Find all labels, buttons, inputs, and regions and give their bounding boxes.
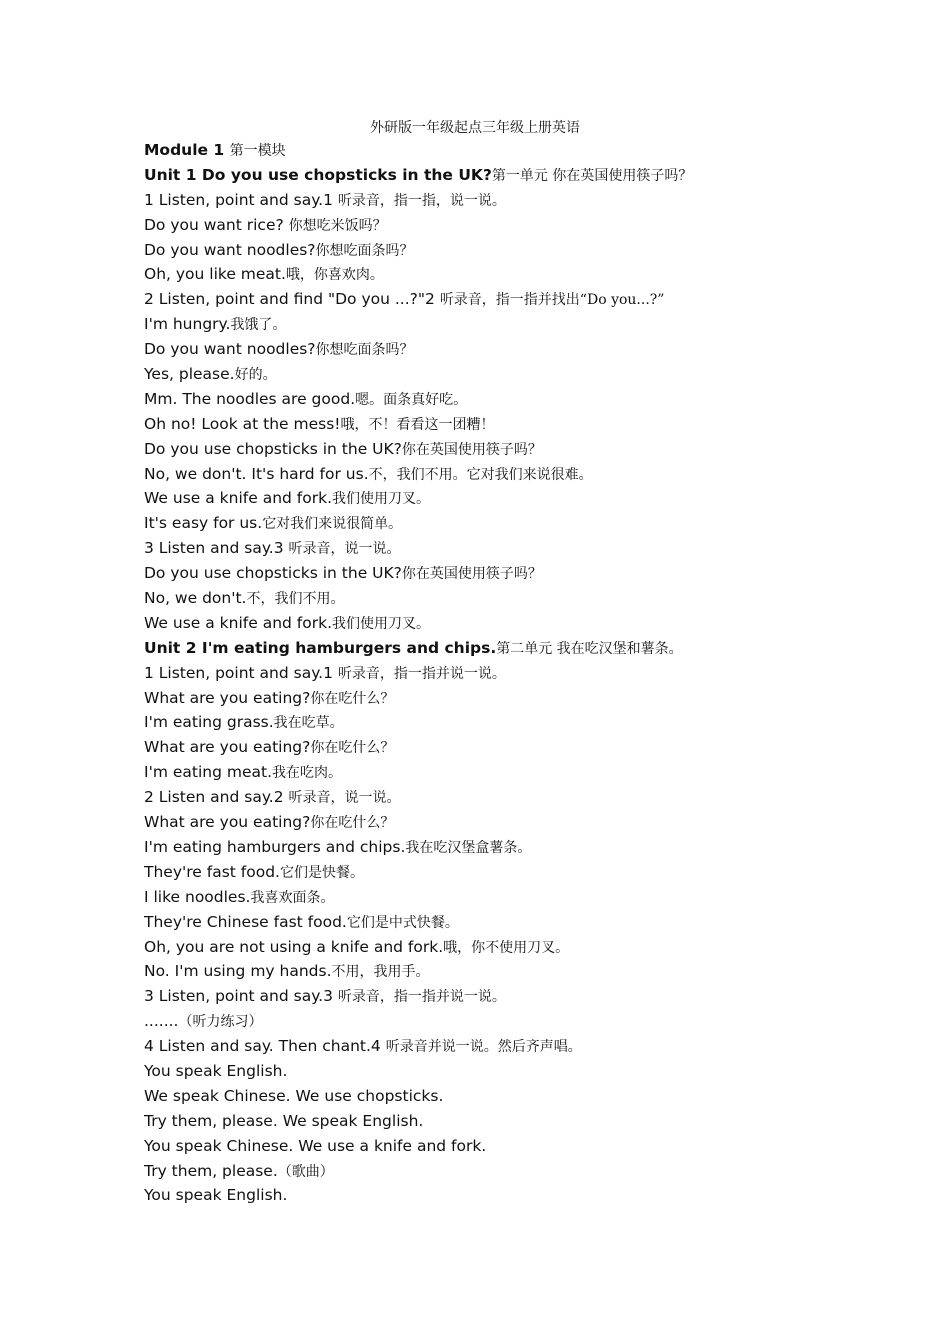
english-text: Mm. The noodles are good. bbox=[144, 389, 356, 408]
english-text: Try them, please. We speak English. bbox=[144, 1111, 424, 1130]
english-text: Do you want noodles? bbox=[144, 340, 316, 359]
chinese-text: 它对我们来说很简单。 bbox=[262, 516, 403, 533]
english-text: No, we don't. It's hard for us. bbox=[144, 464, 369, 483]
english-text: I'm eating grass. bbox=[144, 713, 274, 732]
chinese-text: 不，我们不用。它对我们来说很难。 bbox=[368, 466, 593, 483]
chinese-text: 我喜欢面条。 bbox=[250, 889, 335, 906]
english-text: Oh, you are not using a knife and fork. bbox=[144, 937, 444, 956]
text-line bbox=[144, 935, 924, 960]
english-text: What are you eating? bbox=[144, 813, 311, 832]
chinese-text: 你在英国使用筷子吗？ bbox=[401, 566, 542, 583]
chinese-text: 我们使用刀叉。 bbox=[332, 491, 430, 508]
chinese-text: 听录音，指一指，说一说。 bbox=[337, 192, 506, 209]
text-line bbox=[144, 561, 924, 586]
chinese-text: 不用，我用手。 bbox=[331, 964, 430, 981]
chinese-text: 你在英国使用筷子吗？ bbox=[401, 441, 542, 458]
chinese-text: 听录音，说一说。 bbox=[288, 541, 401, 558]
english-text: We speak Chinese. We use chopsticks. bbox=[144, 1086, 444, 1105]
text-line bbox=[144, 1084, 924, 1109]
english-text: 4 Listen and say. Then chant.4 bbox=[144, 1037, 386, 1056]
chinese-text: 你想吃面条吗？ bbox=[315, 242, 414, 259]
chinese-text: 听录音，说一说。 bbox=[288, 790, 401, 807]
text-line bbox=[144, 1183, 924, 1208]
english-text: Do you use chopsticks in the UK? bbox=[144, 564, 402, 583]
text-line bbox=[144, 984, 924, 1009]
english-text: No, we don't. bbox=[144, 589, 247, 608]
chinese-text: （歌曲） bbox=[277, 1163, 334, 1180]
text-line bbox=[144, 462, 924, 487]
chinese-text: 嗯。面条真好吃。 bbox=[355, 391, 468, 408]
english-text: I like noodles. bbox=[144, 887, 251, 906]
chinese-text: 你想吃米饭吗？ bbox=[288, 217, 387, 234]
text-line bbox=[144, 387, 924, 412]
english-text: I'm hungry. bbox=[144, 315, 231, 334]
chinese-text: 第一单元 你在英国使用筷子吗？ bbox=[491, 167, 693, 184]
text-line bbox=[144, 1034, 924, 1059]
english-text: I'm eating meat. bbox=[144, 763, 273, 782]
english-text: Oh, you like meat. bbox=[144, 265, 286, 284]
english-text: We use a knife and fork. bbox=[144, 613, 332, 632]
english-text: Do you use chopsticks in the UK? bbox=[144, 439, 402, 458]
text-line bbox=[144, 810, 924, 835]
text-line bbox=[144, 486, 924, 511]
chinese-text: 你在吃什么？ bbox=[310, 815, 395, 832]
text-line bbox=[144, 437, 924, 462]
english-text: What are you eating? bbox=[144, 688, 311, 707]
chinese-text: 听录音，指一指并说一说。 bbox=[337, 665, 506, 682]
english-text: 1 Listen, point and say.1 bbox=[144, 190, 338, 209]
text-line bbox=[144, 785, 924, 810]
text-line bbox=[144, 312, 924, 337]
text-line bbox=[144, 412, 924, 437]
text-line bbox=[144, 1109, 924, 1134]
text-line bbox=[144, 710, 924, 735]
chinese-text: 它们是快餐。 bbox=[279, 864, 364, 881]
english-text: It's easy for us. bbox=[144, 514, 263, 533]
heading-line bbox=[144, 636, 924, 661]
chinese-text: 我饿了。 bbox=[230, 317, 287, 334]
english-text: Do you want rice? bbox=[144, 215, 289, 234]
english-text: 3 Listen and say.3 bbox=[144, 539, 289, 558]
english-text: You speak English. bbox=[144, 1186, 288, 1205]
english-text: 2 Listen and say.2 bbox=[144, 788, 289, 807]
english-text: You speak English. bbox=[144, 1061, 288, 1080]
text-line bbox=[144, 287, 924, 312]
english-text: 2 Listen, point and find "Do you ...?"2 bbox=[144, 290, 440, 309]
chinese-text: 你在吃什么？ bbox=[310, 690, 395, 707]
heading-line bbox=[144, 163, 924, 188]
text-line bbox=[144, 188, 924, 213]
text-line bbox=[144, 1059, 924, 1084]
chinese-text: （听力练习） bbox=[178, 1014, 263, 1031]
chinese-text: 我在吃肉。 bbox=[272, 765, 343, 782]
english-text: What are you eating? bbox=[144, 738, 311, 757]
text-line bbox=[144, 735, 924, 760]
chinese-text: 好的。 bbox=[234, 367, 277, 384]
text-line bbox=[144, 661, 924, 686]
chinese-text: 我在吃汉堡盒薯条。 bbox=[405, 839, 532, 856]
text-line bbox=[144, 860, 924, 885]
text-line bbox=[144, 262, 924, 287]
chinese-text: 哦，不！看看这一团糟！ bbox=[340, 416, 495, 433]
document-title: 外研版一年级起点三年级上册英语 bbox=[370, 120, 580, 136]
text-line bbox=[144, 1159, 924, 1184]
text-line bbox=[144, 1009, 924, 1034]
text-line bbox=[144, 1134, 924, 1159]
text-line bbox=[144, 337, 924, 362]
chinese-text: 第一模块 bbox=[229, 143, 286, 159]
chinese-text: 你在吃什么？ bbox=[310, 740, 395, 757]
chinese-text: 第二单元 我在吃汉堡和薯条。 bbox=[496, 640, 683, 657]
text-line bbox=[144, 511, 924, 536]
english-text: 3 Listen, point and say.3 bbox=[144, 987, 338, 1006]
chinese-text: 听录音并说一说。然后齐声唱。 bbox=[385, 1039, 582, 1056]
text-line bbox=[144, 611, 924, 636]
english-text: They're Chinese fast food. bbox=[144, 912, 347, 931]
document-body bbox=[144, 138, 924, 1208]
text-line bbox=[144, 238, 924, 263]
chinese-text: 听录音，指一指并找出“Do you...?” bbox=[439, 292, 665, 309]
english-text: Do you want noodles? bbox=[144, 240, 316, 259]
text-line bbox=[144, 885, 924, 910]
english-text: No. I'm using my hands. bbox=[144, 962, 332, 981]
chinese-text: 不，我们不用。 bbox=[246, 591, 345, 608]
chinese-text: 听录音，指一指并说一说。 bbox=[337, 989, 506, 1006]
chinese-text: 哦，你喜欢肉。 bbox=[285, 267, 384, 284]
text-line bbox=[144, 835, 924, 860]
text-line bbox=[144, 536, 924, 561]
english-text: Try them, please. bbox=[144, 1161, 278, 1180]
english-text: They're fast food. bbox=[144, 862, 280, 881]
english-text: I'm eating hamburgers and chips. bbox=[144, 837, 406, 856]
english-text: Yes, please. bbox=[144, 365, 235, 384]
chinese-text: 我们使用刀叉。 bbox=[332, 615, 430, 632]
english-text: Module 1 bbox=[144, 141, 230, 159]
chinese-text: 哦，你不使用刀叉。 bbox=[443, 939, 570, 956]
english-text: Unit 1 Do you use chopsticks in the UK? bbox=[144, 165, 492, 184]
english-text: ....... bbox=[144, 1012, 179, 1031]
english-text: Oh no! Look at the mess! bbox=[144, 414, 341, 433]
text-line bbox=[144, 213, 924, 238]
text-line bbox=[144, 686, 924, 711]
text-line bbox=[144, 586, 924, 611]
heading-line bbox=[144, 138, 924, 163]
english-text: Unit 2 I'm eating hamburgers and chips. bbox=[144, 638, 497, 657]
english-text: 1 Listen, point and say.1 bbox=[144, 663, 338, 682]
chinese-text: 它们是中式快餐。 bbox=[346, 914, 459, 931]
english-text: You speak Chinese. We use a knife and fork. bbox=[144, 1136, 487, 1155]
english-text: We use a knife and fork. bbox=[144, 489, 332, 508]
text-line bbox=[144, 910, 924, 935]
chinese-text: 我在吃草。 bbox=[273, 715, 344, 732]
text-line bbox=[144, 959, 924, 984]
text-line bbox=[144, 362, 924, 387]
text-line bbox=[144, 760, 924, 785]
chinese-text: 你想吃面条吗？ bbox=[315, 342, 414, 359]
